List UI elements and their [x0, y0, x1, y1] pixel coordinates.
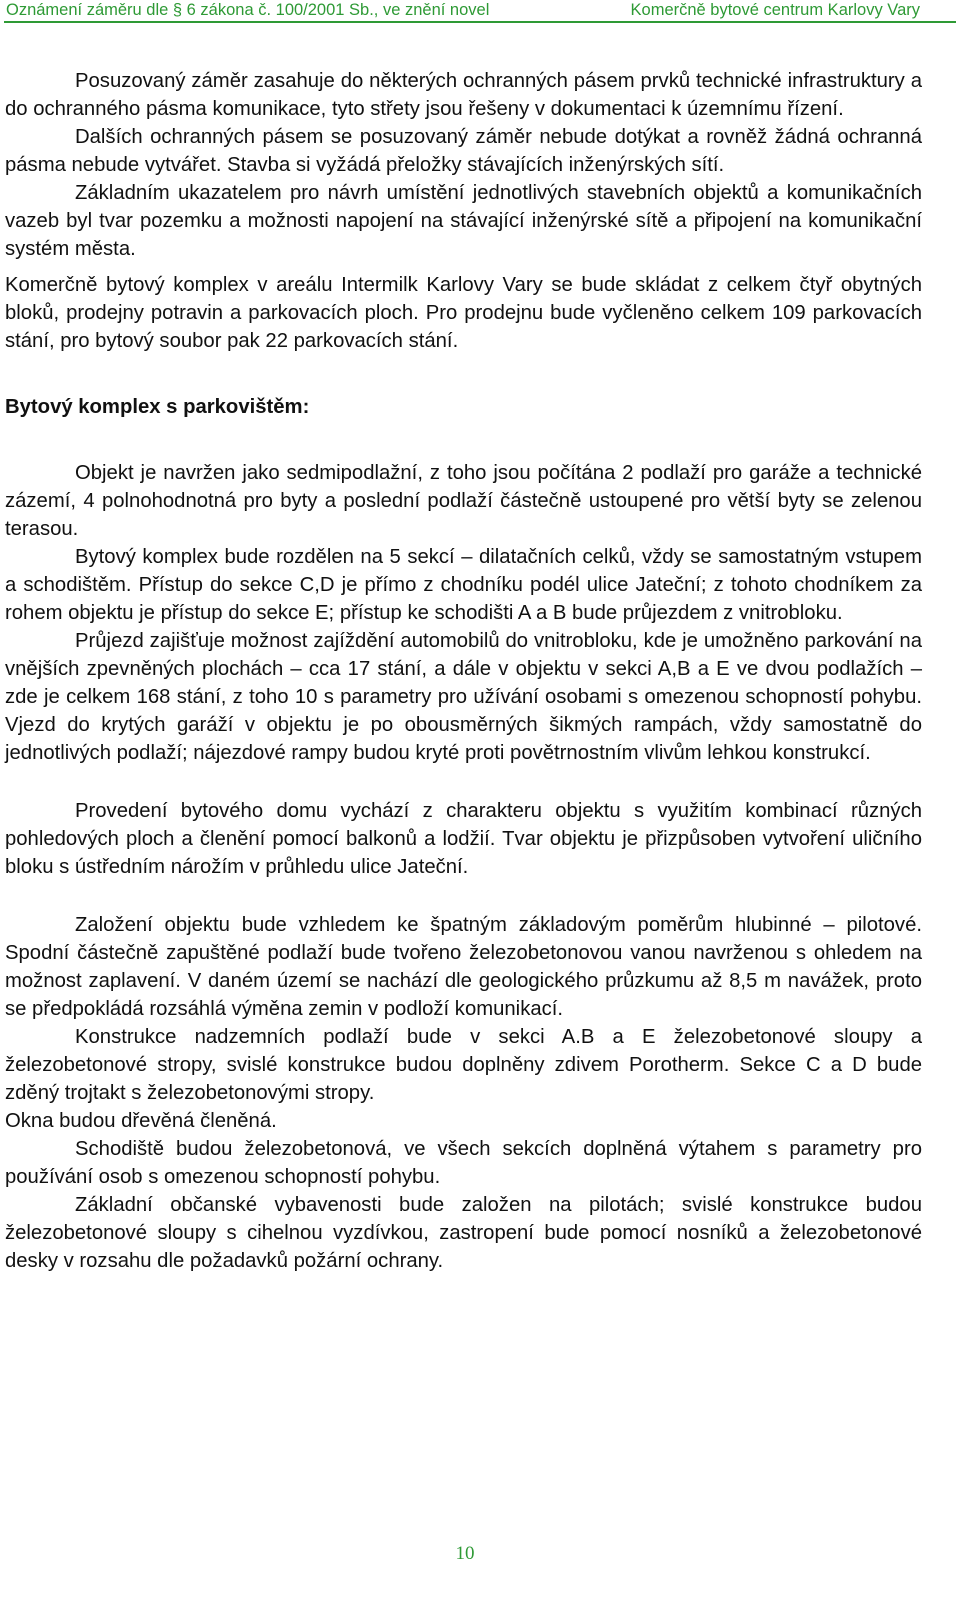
paragraph-protective-zones: Posuzovaný záměr zasahuje do některých ochranných pásem prvků technické infrastruktury a do ochranného pásma komunikace, tyto střety jsou řešeny v dokumentaci k územnímu řízení.: [5, 70, 922, 120]
paragraph-sections: Bytový komplex bude rozdělen na 5 sekcí – dilatačních celků, vždy se samostatným vstupem a schodištěm. Přístup do sekce C,D je přímo z chodníku podél ulice Jateční; z tohoto chodníkem za rohem objektu je přístup do sekce E; přístup ke schodišti A a B bude průjezdem z vnitrobloku.: [5, 546, 922, 624]
paragraph-building-floors: Objekt je navržen jako sedmipodlažní, z toho jsou počítána 2 podlaží pro garáže a technické zázemí, 4 polnohodnotná pro byty a poslední podlaží částečně ustoupené pro větší byty se zelenou terasou.: [5, 462, 922, 540]
paragraph-placement-basis: Základním ukazatelem pro návrh umístění jednotlivých stavebních objektů a komunikačních vazeb byl tvar pozemku a možnosti napojení na stávající inženýrské sítě a připojení na komunikační systém města.: [5, 182, 922, 260]
paragraph-amenities: Základní občanské vybavenosti bude založen na pilotách; svislé konstrukce budou železobetonové sloupy s cihelnou vyzdívkou, zastropení bude pomocí nosníků a železobetonové desky v rozsahu dle požadavků požární ochrany.: [5, 1194, 922, 1272]
paragraph-foundation: Založení objektu bude vzhledem ke špatným základovým poměrům hlubinné – pilotové. Spodní částečně zapuštěné podlaží bude tvořeno železobetonovou vanou navrženou s ohledem na možnost zaplavení. V daném území se nachází dle geologického průzkumu až 8,5 m navážek, proto se předpokládá rozsáhlá výměna zemin v podloží komunikací.: [5, 914, 922, 1020]
paragraph-other-zones: Dalších ochranných pásem se posuzovaný záměr nebude dotýkat a rovněž žádná ochranná pásma nebude vytvářet. Stavba si vyžádá přeložky stávajících inženýrských sítí.: [5, 126, 922, 176]
paragraph-parking: Průjezd zajišťuje možnost zajíždění automobilů do vnitrobloku, kde je umožněno parkování na vnějších zpevněných plochách – cca 17 stání, a dále v objektu v sekci A,B a E ve dvou podlažích – zde je celkem 168 stání, z toho 10 s parametry pro užívání osobami s omezenou schopností pohybu. Vjezd do krytých garáží v objektu je po obousměrných šikmých rampách, vždy samostatně do jednotlivých podlaží; nájezdové rampy budou kryté proti povětrnostním vlivům lehkou konstrukcí.: [5, 630, 922, 764]
header-document-title: Oznámení záměru dle § 6 zákona č. 100/2001 Sb., ve znění novel: [6, 1, 490, 19]
paragraph-complex-overview: Komerčně bytový komplex v areálu Intermilk Karlovy Vary se bude skládat z celkem čtyř obytných bloků, prodejny potravin a parkovacích ploch. Pro prodejnu bude vyčleněno celkem 109 parkovacích stání, pro bytový soubor pak 22 parkovacích stání.: [5, 274, 922, 352]
header-project-title: Komerčně bytové centrum Karlovy Vary: [630, 1, 920, 19]
page-number: 10: [455, 1543, 475, 1564]
section-heading: Bytový komplex s parkovištěm:: [5, 396, 310, 418]
document-body: [5, 67, 922, 1275]
paragraph-structure: Konstrukce nadzemních podlaží bude v sekci A.B a E železobetonové sloupy a železobetonové stropy, svislé konstrukce budou doplněny zdivem Porotherm. Sekce C a D bude zděný trojtakt s železobetonovými stropy.: [5, 1026, 922, 1104]
paragraph-staircases: Schodiště budou železobetonová, ve všech sekcích doplněná výtahem s parametry pro používání osob s omezenou schopností pohybu.: [5, 1138, 922, 1188]
page-header: [4, 0, 956, 22]
paragraph-design: Provedení bytového domu vychází z charakteru objektu s využitím kombinací různých pohledových ploch a členění pomocí balkonů a lodžií. Tvar objektu je přizpůsoben vytvoření uličního bloku s ústředním nárožím v průhledu ulice Jateční.: [5, 800, 922, 878]
paragraph-windows: Okna budou dřevěná členěná.: [5, 1110, 277, 1132]
header-divider: [4, 21, 956, 23]
